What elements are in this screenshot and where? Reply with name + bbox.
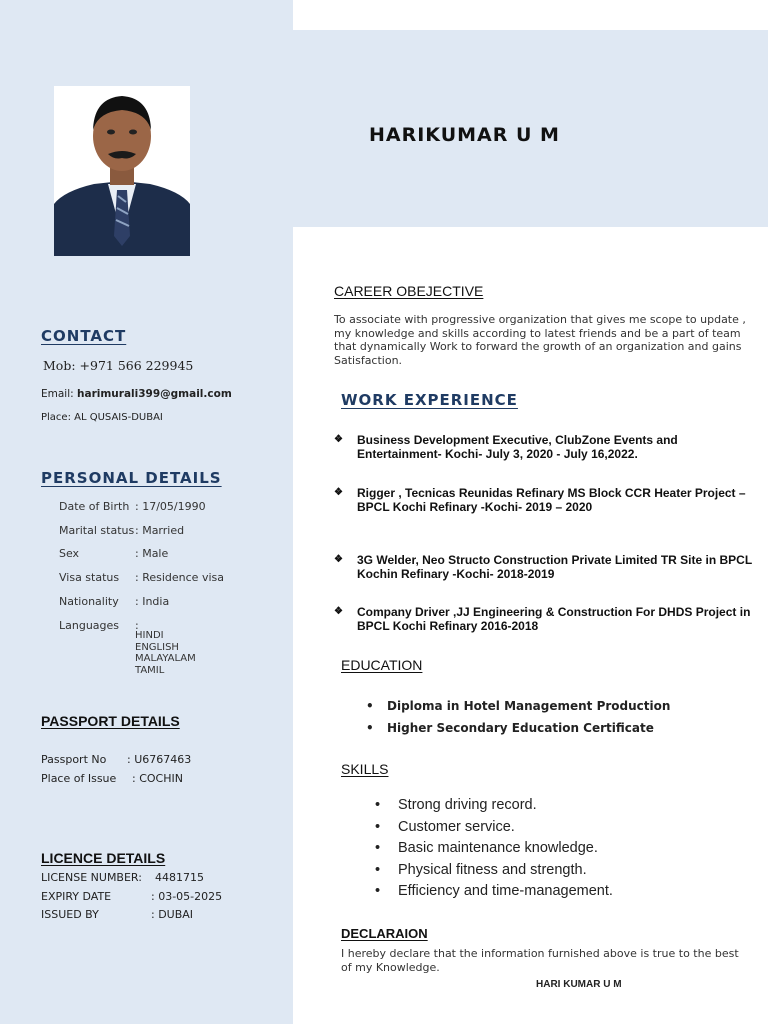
career-objective-heading: CAREER OBEJECTIVE <box>334 283 484 299</box>
licence-row <box>41 890 222 903</box>
personal-row <box>59 571 224 584</box>
place-of-issue-label: Place of Issue <box>41 772 117 785</box>
personal-value: : India <box>135 595 170 608</box>
licence-row <box>41 908 193 921</box>
personal-key: Nationality <box>59 595 119 608</box>
skill-item: • Basic maintenance knowledge. <box>375 838 613 860</box>
personal-value: : Male <box>135 547 169 560</box>
language-item: TAMIL <box>135 665 165 677</box>
email-label: Email: <box>41 388 74 400</box>
job-text: Business Development Executive, ClubZone Events and Entertainment- Kochi- July 3, 2020 - July 16,2022. <box>357 433 678 461</box>
email-line <box>41 388 232 400</box>
profile-photo <box>54 86 190 256</box>
job-item <box>334 605 759 633</box>
person-portrait-icon <box>54 86 190 256</box>
languages-list <box>135 630 196 677</box>
personal-value: : <box>135 619 139 632</box>
place: Place: AL QUSAIS-DUBAI <box>41 412 163 423</box>
language-item: HINDI <box>135 630 164 641</box>
personal-key: Marital status <box>59 524 135 537</box>
passport-number-row <box>41 753 191 766</box>
education-list <box>366 695 670 739</box>
personal-row <box>59 595 169 608</box>
passport-number: : U6767463 <box>127 753 192 766</box>
licence-value: : DUBAI <box>151 908 194 921</box>
skills-heading: SKILLS <box>341 761 389 777</box>
licence-details-heading: LICENCE DETAILS <box>41 850 166 866</box>
licence-key: LICENSE NUMBER: <box>41 871 142 884</box>
passport-details-heading: PASSPORT DETAILS <box>41 713 180 729</box>
personal-row <box>59 619 139 632</box>
personal-value: : Married <box>135 524 185 537</box>
personal-details-heading: PERSONAL DETAILS <box>41 469 222 487</box>
job-text: Rigger , Tecnicas Reunidas Refinary MS Block CCR Heater Project – BPCL Kochi Refinary -Kochi- 2019 – 2020 <box>357 486 746 514</box>
education-item: • Diploma in Hotel Management Production <box>366 695 670 717</box>
job-text: 3G Welder, Neo Structo Construction Private Limited TR Site in BPCL Kochin Refinary -Kochi- 2018-2019 <box>357 553 752 581</box>
licence-key: EXPIRY DATE <box>41 890 112 903</box>
job-item <box>334 553 759 581</box>
place-of-issue: : COCHIN <box>132 772 183 785</box>
licence-value: 4481715 <box>155 871 204 884</box>
work-experience-heading: WORK EXPERIENCE <box>341 391 518 409</box>
licence-key: ISSUED BY <box>41 908 99 921</box>
declaration-heading: DECLARAION <box>341 926 428 941</box>
personal-row <box>59 524 184 537</box>
personal-value: : 17/05/1990 <box>135 500 206 513</box>
declaration-text: I hereby declare that the information furnished above is true to the best of my Knowledge. <box>341 947 739 974</box>
skill-item: • Physical fitness and strength. <box>375 860 613 882</box>
contact-heading: CONTACT <box>41 327 127 345</box>
language-item: ENGLISH <box>135 641 179 653</box>
skill-item: • Customer service. <box>375 817 613 839</box>
licence-row <box>41 871 204 884</box>
personal-value: : Residence visa <box>135 571 224 584</box>
place-of-issue-row <box>41 772 183 785</box>
signature-name: HARI KUMAR U M <box>536 979 622 990</box>
licence-value: : 03-05-2025 <box>151 890 223 903</box>
personal-row <box>59 500 206 513</box>
personal-key: Sex <box>59 547 80 560</box>
mobile-number: Mob: +971 566 229945 <box>43 358 194 373</box>
diamond-bullet-icon: ❖ <box>334 487 343 498</box>
personal-row <box>59 547 168 560</box>
skills-list <box>375 795 613 903</box>
candidate-name: HARIKUMAR U M <box>369 124 560 146</box>
diamond-bullet-icon: ❖ <box>334 554 343 565</box>
skill-item: • Efficiency and time-management. <box>375 881 613 903</box>
email-address[interactable]: harimurali399@gmail.com <box>77 388 232 400</box>
diamond-bullet-icon: ❖ <box>334 434 343 445</box>
personal-key: Languages <box>59 619 120 632</box>
diamond-bullet-icon: ❖ <box>334 606 343 617</box>
job-item <box>334 433 759 461</box>
job-text: Company Driver ,JJ Engineering & Construction For DHDS Project in BPCL Kochi Refinary 2016-2018 <box>357 605 751 633</box>
personal-key: Visa status <box>59 571 120 584</box>
passport-number-label: Passport No <box>41 753 107 766</box>
education-heading: EDUCATION <box>341 657 423 673</box>
skill-item: • Strong driving record. <box>375 795 613 817</box>
education-item: • Higher Secondary Education Certificate <box>366 717 670 739</box>
career-objective-text: To associate with progressive organization that gives me scope to update , my knowledge and skills according to latest friends and be a part of team that dynamically Work to forward the growth of an organization and gains Satisfaction. <box>334 313 746 367</box>
job-item <box>334 486 759 514</box>
language-item: MALAYALAM <box>135 653 196 665</box>
personal-key: Date of Birth <box>59 500 130 513</box>
